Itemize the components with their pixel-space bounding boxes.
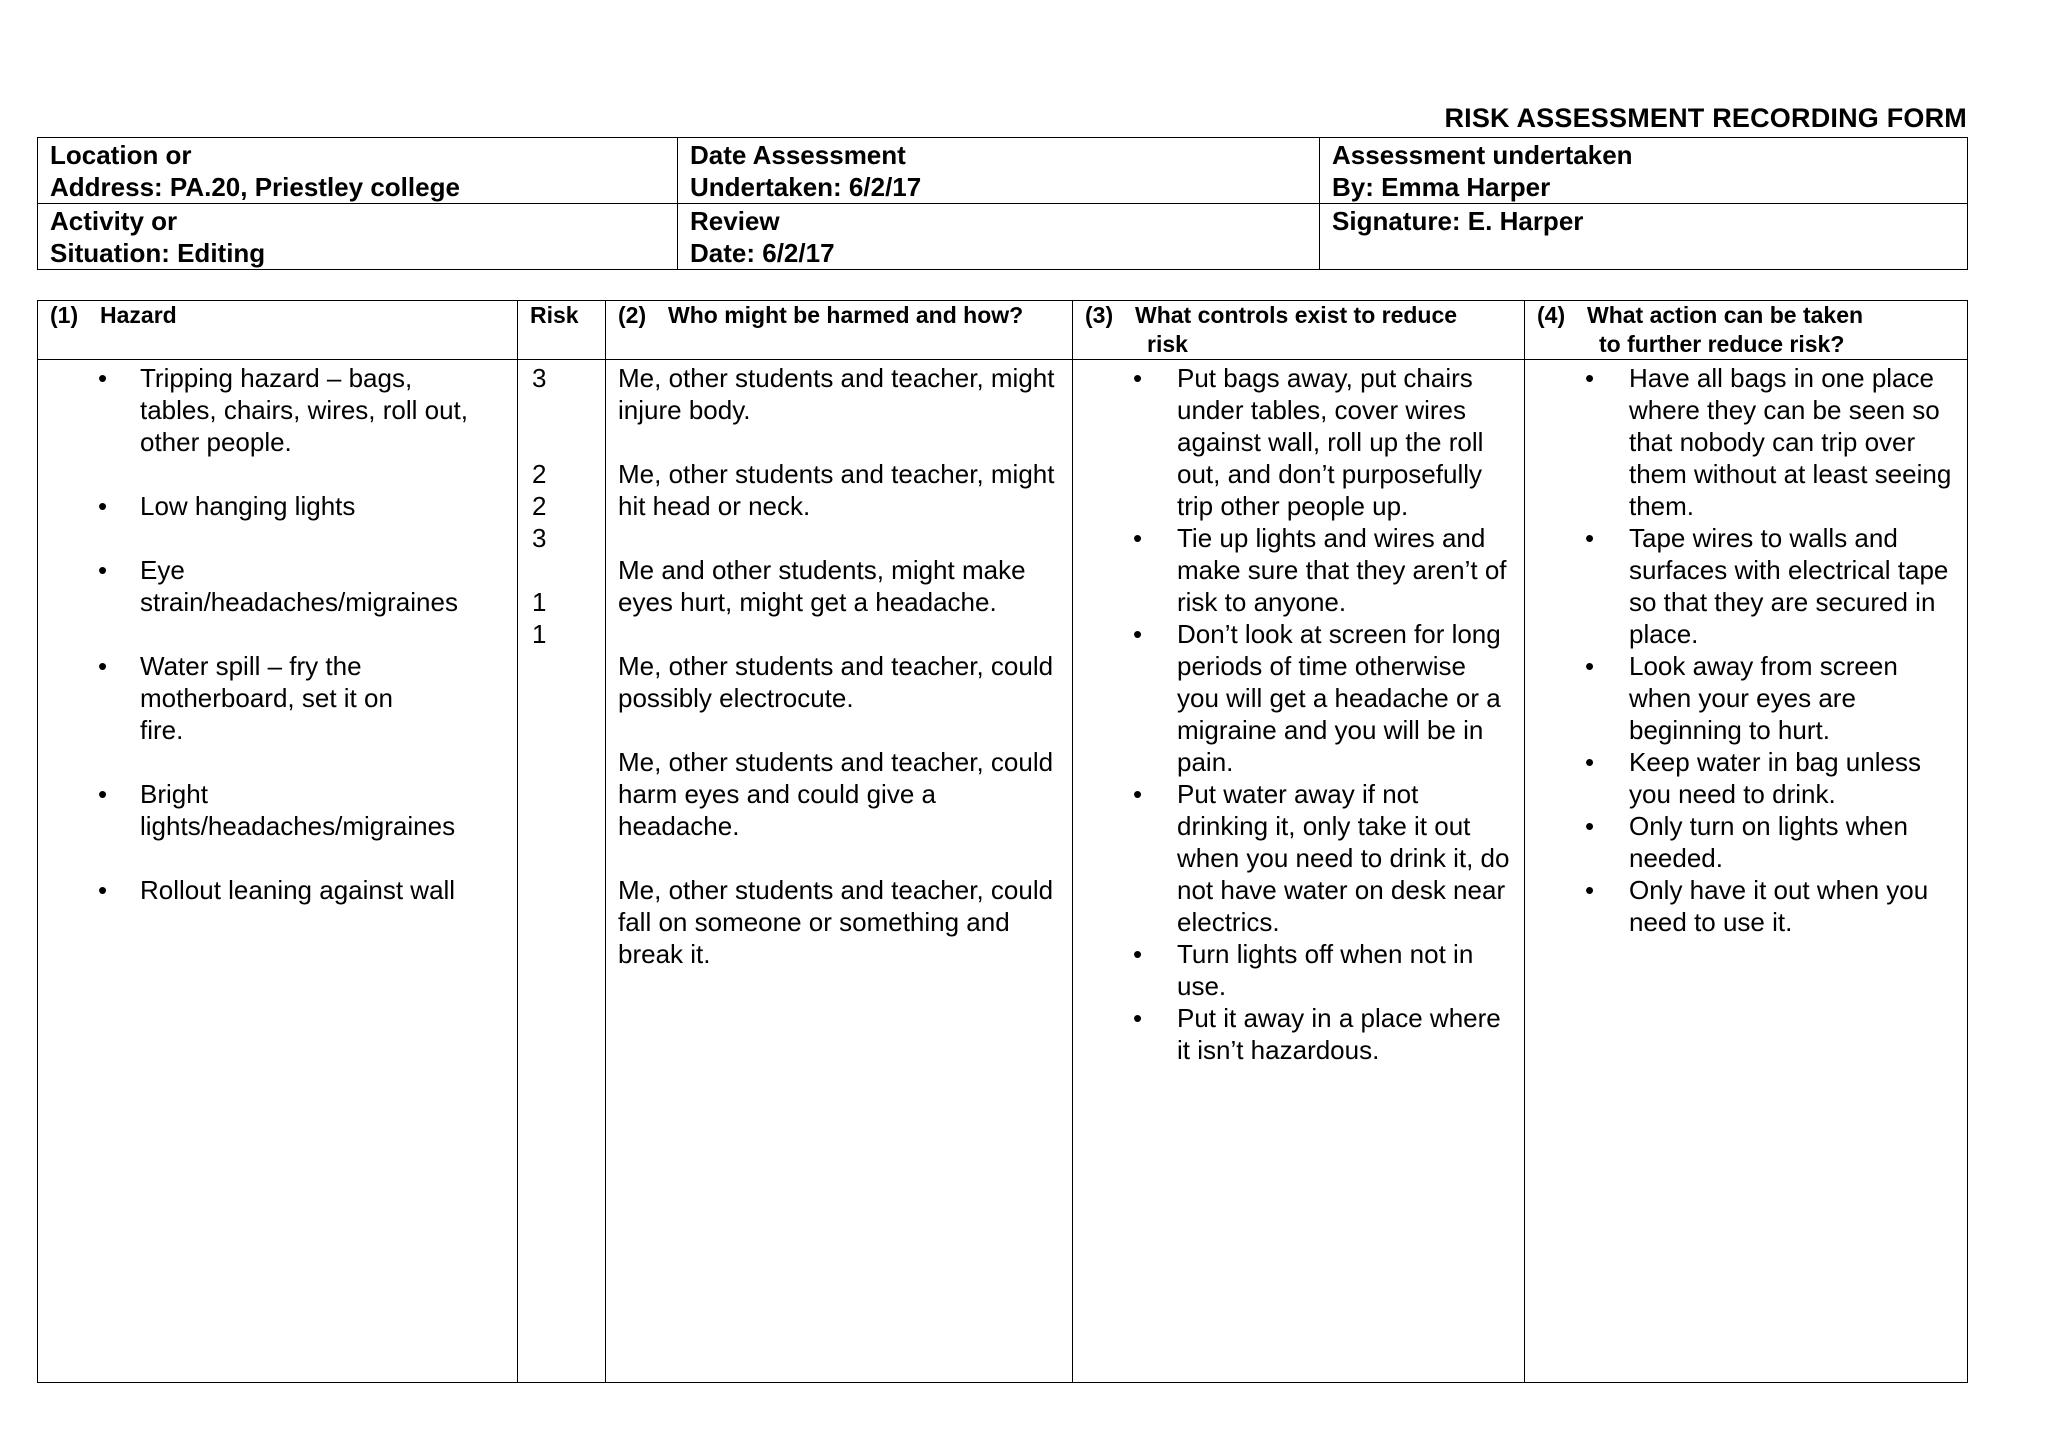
action-text: Only have it out when you need to use it. bbox=[1629, 875, 1929, 937]
controls-list bbox=[1085, 362, 1514, 1066]
control-item bbox=[1085, 618, 1514, 778]
who-text: Me, other students and teacher, could harm eyes and could give a headache. bbox=[618, 747, 1054, 841]
risk-value bbox=[532, 394, 595, 426]
bullet-icon: • bbox=[1585, 523, 1595, 553]
hazard-text: Low hanging lights bbox=[140, 491, 356, 521]
risk-value: 1 bbox=[532, 619, 547, 649]
bullet-icon: • bbox=[98, 779, 108, 809]
bullet-icon: • bbox=[1585, 811, 1595, 841]
hazard-item bbox=[50, 874, 507, 906]
bullet-icon: • bbox=[98, 363, 108, 393]
hazard-header-num: (1) bbox=[50, 302, 79, 328]
bullet-icon: • bbox=[1585, 651, 1595, 681]
bullet-icon: • bbox=[98, 875, 108, 905]
location-value: Address: PA.20, Priestley college bbox=[50, 172, 460, 202]
who-text: Me, other students and teacher, could possibly electrocute. bbox=[618, 651, 1054, 713]
action-text: Keep water in bag unless you need to drink. bbox=[1629, 747, 1921, 809]
assessor-cell bbox=[1320, 138, 1968, 204]
who-text: Me and other students, might make eyes hurt, might get a headache. bbox=[618, 555, 1026, 617]
hazard-item bbox=[50, 650, 507, 746]
signature-value: Signature: E. Harper bbox=[1332, 206, 1584, 236]
risk-value bbox=[532, 554, 595, 586]
action-text: Tape wires to walls and surfaces with electrical tape so that they are secured in place. bbox=[1629, 523, 1949, 649]
action-text: Look away from screen when your eyes are beginning to hurt. bbox=[1629, 651, 1898, 745]
action-header-label: What action can be taken bbox=[1587, 302, 1864, 328]
control-text: Put it away in a place where it isn’t hazardous. bbox=[1177, 1003, 1501, 1065]
hazard-cell bbox=[38, 360, 518, 1383]
location-cell bbox=[38, 138, 678, 204]
risk-cell bbox=[518, 360, 606, 1383]
bullet-icon: • bbox=[1133, 363, 1143, 393]
controls-header-label-2: risk bbox=[1147, 331, 1188, 357]
review-label: Review bbox=[690, 206, 780, 236]
bullet-icon: • bbox=[1585, 875, 1595, 905]
risk-table bbox=[37, 300, 1968, 1383]
control-item bbox=[1085, 522, 1514, 618]
hazard-text: Rollout leaning against wall bbox=[140, 875, 456, 905]
action-item bbox=[1537, 810, 1957, 874]
date-label: Date Assessment bbox=[690, 140, 906, 170]
risk-value: 3 bbox=[532, 523, 547, 553]
form-title: RISK ASSESSMENT RECORDING FORM bbox=[1444, 103, 1967, 133]
bullet-icon: • bbox=[1133, 939, 1143, 969]
who-header-num: (2) bbox=[618, 302, 647, 328]
risk-value: 1 bbox=[532, 587, 547, 617]
risk-value: 3 bbox=[532, 363, 547, 393]
who-text: Me, other students and teacher, might hit head or neck. bbox=[618, 459, 1055, 521]
hazard-item bbox=[50, 554, 507, 618]
actions-list bbox=[1537, 362, 1957, 938]
hazard-list bbox=[50, 362, 507, 906]
hazard-item bbox=[50, 362, 507, 458]
hazard-item bbox=[50, 490, 507, 522]
bullet-icon: • bbox=[1585, 747, 1595, 777]
action-item bbox=[1537, 522, 1957, 650]
assessor-value: By: Emma Harper bbox=[1332, 172, 1551, 202]
bullet-icon: • bbox=[1133, 779, 1143, 809]
location-label: Location or bbox=[50, 140, 192, 170]
who-text: Me, other students and teacher, could fall on someone or something and break it. bbox=[618, 875, 1054, 969]
action-item bbox=[1537, 746, 1957, 810]
hazard-text: Bright lights/headaches/migraines bbox=[140, 779, 456, 841]
control-text: Turn lights off when not in use. bbox=[1177, 939, 1474, 1001]
control-text: Tie up lights and wires and make sure that they aren’t of risk to anyone. bbox=[1177, 523, 1507, 617]
risk-value bbox=[532, 426, 595, 458]
control-text: Put bags away, put chairs under tables, cover wires against wall, roll up the roll out, and don’t purposefully trip other people up. bbox=[1177, 363, 1484, 521]
hazard-text: Eye strain/headaches/migraines bbox=[140, 555, 458, 617]
who-cell bbox=[606, 360, 1073, 1383]
activity-value: Situation: Editing bbox=[50, 238, 266, 268]
assessor-label: Assessment undertaken bbox=[1332, 140, 1633, 170]
bullet-icon: • bbox=[98, 555, 108, 585]
hazard-header bbox=[38, 301, 518, 360]
signature-cell bbox=[1320, 204, 1968, 270]
bullet-icon: • bbox=[1585, 363, 1595, 393]
action-text: Only turn on lights when needed. bbox=[1629, 811, 1908, 873]
who-header bbox=[606, 301, 1073, 360]
controls-header bbox=[1073, 301, 1525, 360]
risk-value: 2 bbox=[532, 459, 547, 489]
risk-header bbox=[518, 301, 606, 360]
control-item bbox=[1085, 938, 1514, 1002]
action-header-label-2: to further reduce risk? bbox=[1599, 331, 1845, 357]
risk-table-body bbox=[38, 360, 1968, 1383]
header-row-2 bbox=[38, 204, 1968, 270]
control-text: Don’t look at screen for long periods of time otherwise you will get a headache or a migraine and you will be in pain. bbox=[1177, 619, 1501, 777]
review-value: Date: 6/2/17 bbox=[690, 238, 835, 268]
who-text: Me, other students and teacher, might injure body. bbox=[618, 363, 1055, 425]
control-text: Put water away if not drinking it, only take it out when you need to drink it, do not have water on desk near electrics. bbox=[1177, 779, 1510, 937]
bullet-icon: • bbox=[1133, 619, 1143, 649]
action-item bbox=[1537, 874, 1957, 938]
header-row-1 bbox=[38, 138, 1968, 204]
hazard-text: Water spill – fry the motherboard, set it on fire. bbox=[140, 651, 393, 745]
action-item bbox=[1537, 362, 1957, 522]
action-text: Have all bags in one place where they can be seen so that nobody can trip over them without at least seeing them. bbox=[1629, 363, 1952, 521]
risk-table-header bbox=[38, 301, 1968, 360]
activity-label: Activity or bbox=[50, 206, 178, 236]
controls-cell bbox=[1073, 360, 1525, 1383]
who-header-label: Who might be harmed and how? bbox=[668, 302, 1024, 328]
control-item bbox=[1085, 778, 1514, 938]
header-table bbox=[37, 137, 1968, 270]
control-item bbox=[1085, 362, 1514, 522]
date-value: Undertaken: 6/2/17 bbox=[690, 172, 922, 202]
bullet-icon: • bbox=[1133, 1003, 1143, 1033]
bullet-icon: • bbox=[98, 651, 108, 681]
hazard-text: Tripping hazard – bags, tables, chairs, wires, roll out, other people. bbox=[140, 363, 469, 457]
action-item bbox=[1537, 650, 1957, 746]
action-cell bbox=[1525, 360, 1968, 1383]
controls-header-num: (3) bbox=[1085, 302, 1114, 328]
risk-value: 2 bbox=[532, 491, 547, 521]
hazard-header-label: Hazard bbox=[100, 302, 177, 328]
activity-cell bbox=[38, 204, 678, 270]
risk-header-label: Risk bbox=[530, 302, 579, 328]
controls-header-label: What controls exist to reduce bbox=[1135, 302, 1458, 328]
bullet-icon: • bbox=[1133, 523, 1143, 553]
bullet-icon: • bbox=[98, 491, 108, 521]
review-cell bbox=[678, 204, 1320, 270]
action-header-num: (4) bbox=[1537, 302, 1566, 328]
hazard-item bbox=[50, 778, 507, 842]
date-cell bbox=[678, 138, 1320, 204]
action-header bbox=[1525, 301, 1968, 360]
control-item bbox=[1085, 1002, 1514, 1066]
